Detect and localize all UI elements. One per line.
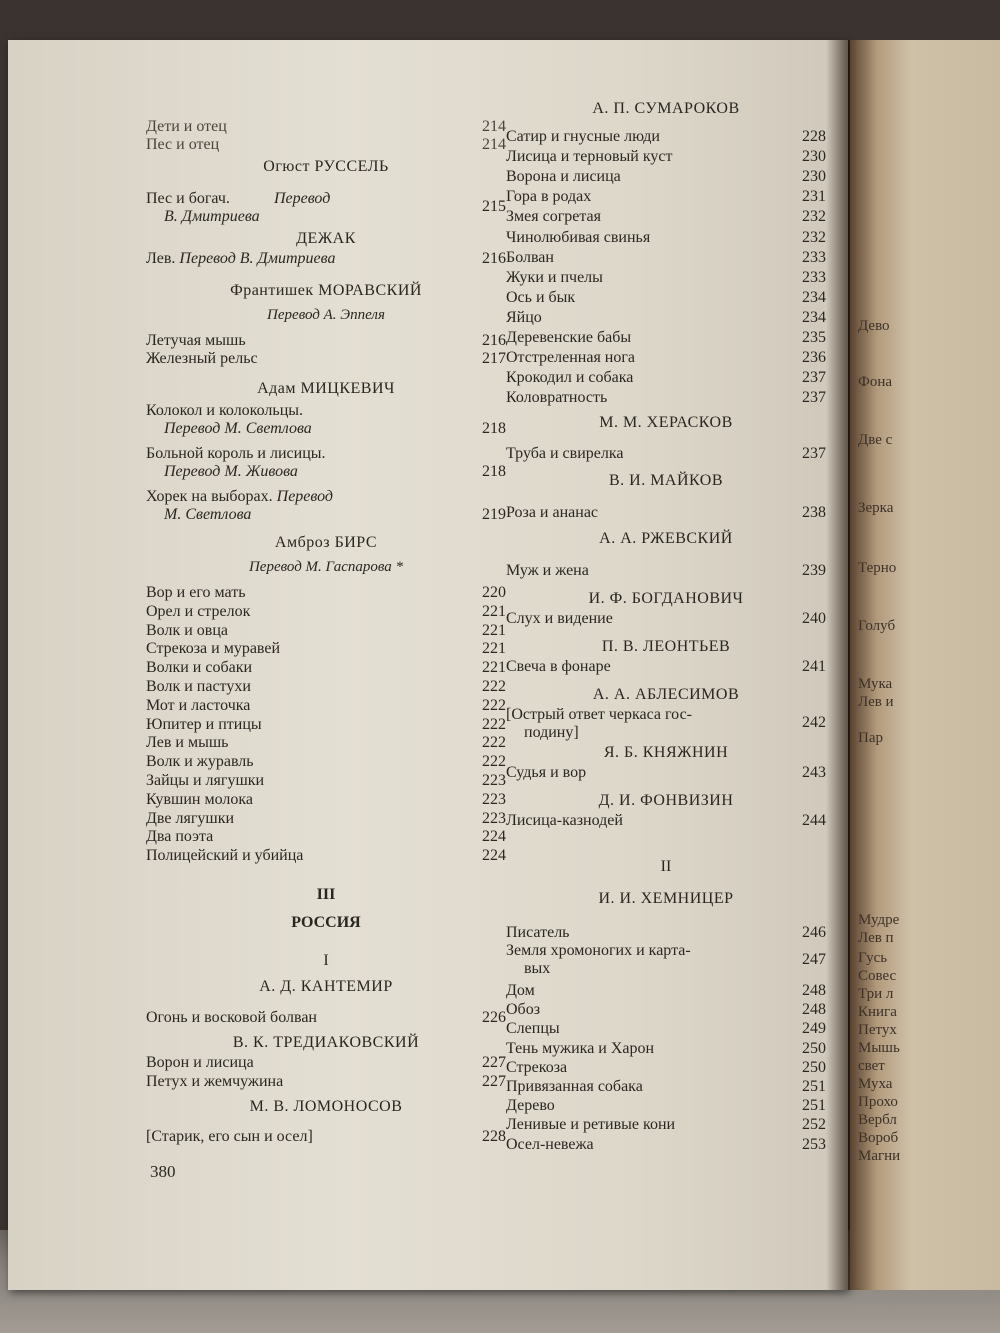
- toc-entry: [146, 136, 506, 154]
- entry-title: Сатир и гнусные люди: [506, 128, 660, 145]
- entry-title: [Острый ответ черкаса гос-: [506, 706, 692, 723]
- author-heading: А. П. СУМАРОКОВ: [592, 100, 740, 117]
- entry-title: Пес и богач.: [146, 190, 230, 207]
- entry-title: Волк и пастухи: [146, 678, 251, 695]
- entry-title: Стрекоза: [506, 1058, 568, 1076]
- entry-page: 224: [482, 847, 506, 865]
- translator-line: Перевод М. Гаспарова *: [248, 559, 404, 575]
- author-heading: Адам МИЦКЕВИЧ: [257, 380, 395, 397]
- entry-translator: Перевод: [276, 488, 334, 505]
- toc-entry: [506, 1059, 826, 1077]
- entry-page: 216: [482, 332, 506, 349]
- entry-page: 219: [482, 506, 506, 523]
- toc-entry: [506, 309, 826, 327]
- translator-line: Перевод А. Эппеля: [267, 307, 385, 323]
- entry-title: Свеча в фонаре: [506, 658, 611, 675]
- entry-page: 238: [802, 504, 826, 521]
- entry-title: Привязанная собака: [506, 1078, 643, 1095]
- toc-entry: [506, 389, 826, 407]
- toc-entry: [146, 697, 506, 715]
- entry-page: 242: [802, 714, 826, 731]
- entry-title: Дерево: [506, 1097, 555, 1115]
- entry-page: 234: [802, 308, 826, 326]
- entry-title: Вор и его мать: [146, 584, 246, 601]
- entry-page: 227: [482, 1073, 506, 1090]
- entry-page: 252: [802, 1116, 826, 1134]
- toc-entry: [146, 118, 506, 136]
- entry-translator: Перевод М. Светлова: [164, 420, 312, 437]
- toc-entry: [506, 812, 826, 830]
- entry-page: 248: [802, 1001, 826, 1019]
- toc-entry: [506, 764, 826, 782]
- entry-translator: В. Дмитриева: [164, 208, 260, 225]
- author-heading: ДЕЖАК: [296, 230, 356, 247]
- toc-entry: [506, 658, 826, 676]
- entry-title: Ворона и лисица: [506, 168, 621, 186]
- toc-entry: [146, 350, 506, 368]
- toc-entry: [146, 332, 506, 350]
- toc-entry: [146, 622, 506, 640]
- entry-page: 241: [802, 658, 826, 675]
- adjacent-page-fragment: Зерка: [858, 500, 894, 516]
- entry-title: Железный рельс: [146, 350, 258, 367]
- section-number: III: [316, 886, 336, 903]
- entry-page: 233: [802, 268, 826, 286]
- toc-entry: [506, 148, 826, 166]
- adjacent-page-fragment: Петух: [858, 1022, 897, 1038]
- adjacent-page-fragment: Мука: [858, 676, 893, 692]
- entry-page: 248: [802, 982, 826, 999]
- entry-title: Огонь и восковой болван: [146, 1009, 317, 1026]
- toc-entry: [506, 610, 826, 628]
- toc-entry: [506, 1001, 826, 1019]
- page-number: 380: [150, 1162, 176, 1181]
- adjacent-page-fragment: Лев и: [858, 694, 894, 710]
- author-heading: М. В. ЛОМОНОСОВ: [249, 1098, 403, 1115]
- entry-title: Дом: [506, 982, 535, 999]
- toc-entry: [506, 504, 826, 522]
- adjacent-page-fragment: Лев п: [858, 930, 894, 946]
- toc-entry: [506, 229, 826, 247]
- entry-page: 223: [482, 790, 506, 808]
- toc-entry: [506, 1020, 826, 1038]
- toc-entry: [146, 753, 506, 771]
- entry-page: 240: [802, 610, 826, 627]
- author-heading: И. И. ХЕМНИЦЕР: [598, 890, 734, 907]
- entry-title: Мот и ласточка: [146, 696, 251, 714]
- entry-title-continued: вых: [524, 960, 551, 977]
- author-heading: В. К. ТРЕДИАКОВСКИЙ: [232, 1034, 420, 1051]
- entry-title-continued: подину]: [524, 724, 579, 741]
- entry-page: 237: [802, 369, 826, 387]
- entry-page: 221: [482, 621, 506, 639]
- toc-entry: [506, 168, 826, 186]
- entry-title: Лисица и терновый куст: [506, 148, 673, 166]
- toc-entry: [146, 772, 506, 790]
- toc-entry: [146, 584, 506, 602]
- entry-page: 221: [482, 640, 506, 658]
- toc-entry: [506, 1097, 826, 1115]
- section-title: РОССИЯ: [291, 914, 361, 931]
- toc-entry: [506, 942, 826, 978]
- entry-title: Яйцо: [506, 308, 542, 326]
- entry-title: Жуки и пчелы: [506, 268, 603, 286]
- toc-entry: [146, 791, 506, 809]
- entry-page: 230: [802, 148, 826, 166]
- entry-title: Юпитер и птицы: [146, 715, 262, 733]
- entry-title: Обоз: [506, 1001, 541, 1019]
- author-heading: Я. Б. КНЯЖНИН: [603, 744, 729, 761]
- toc-entry: [506, 1040, 826, 1058]
- toc-entry: [146, 640, 506, 658]
- entry-title: Деревенские бабы: [506, 329, 632, 346]
- adjacent-page-fragment: Голуб: [858, 618, 896, 634]
- entry-page: 232: [802, 208, 826, 226]
- author-heading: А. А. АБЛЕСИМОВ: [592, 686, 740, 703]
- author-heading: И. Ф. БОГДАНОВИЧ: [588, 590, 744, 607]
- toc-entry: [146, 810, 506, 828]
- adjacent-page-fragment: Терно: [858, 560, 897, 576]
- entry-title: Ленивые и ретивые кони: [506, 1116, 676, 1134]
- entry-page: 250: [802, 1039, 826, 1057]
- entry-title: Муж и жена: [506, 562, 589, 579]
- author-heading: А. Д. КАНТЕМИР: [259, 978, 393, 995]
- entry-page: 220: [482, 584, 506, 601]
- toc-entry: [506, 289, 826, 307]
- toc-entry: [506, 208, 826, 226]
- toc-entry: [146, 734, 506, 752]
- entry-page: 253: [802, 1135, 826, 1153]
- adjacent-page-fragment: Гусь: [858, 950, 888, 966]
- entry-title: Кувшин молока: [146, 790, 253, 808]
- entry-title: Змея согретая: [506, 208, 602, 226]
- entry-title: Болван: [506, 248, 554, 266]
- adjacent-page-fragment: Фона: [858, 374, 893, 390]
- toc-entry: [506, 445, 826, 463]
- toc-entry: [506, 1116, 826, 1134]
- entry-page: 246: [802, 924, 826, 941]
- entry-page: 218: [482, 463, 506, 480]
- entry-page: 214: [482, 118, 506, 135]
- entry-title: Два поэта: [146, 828, 214, 846]
- adjacent-page-fragment: Муха: [858, 1076, 893, 1092]
- entry-translator: Перевод В. Дмитриева: [179, 250, 336, 267]
- entry-page: 250: [802, 1058, 826, 1076]
- entry-page: 243: [802, 764, 826, 781]
- toc-entry: [146, 678, 506, 696]
- entry-title: Чинолюбивая свинья: [506, 228, 651, 246]
- entry-title: Полицейский и убийца: [146, 847, 304, 865]
- entry-title: Ось и бык: [506, 288, 576, 306]
- toc-entry: [146, 402, 506, 438]
- entry-translator: Перевод М. Живова: [164, 463, 298, 480]
- adjacent-page-fragment: Совес: [858, 968, 897, 984]
- entry-page: 249: [802, 1020, 826, 1038]
- entry-page: 227: [482, 1054, 506, 1071]
- entry-title: Ворон и лисица: [146, 1054, 254, 1071]
- entry-title: Отстреленная нога: [506, 349, 636, 367]
- entry-title: Орел и стрелок: [146, 602, 251, 620]
- entry-page: 217: [482, 350, 506, 367]
- entry-page: 221: [482, 659, 506, 677]
- toc-entry: [506, 188, 826, 206]
- adjacent-page-fragment: Магни: [858, 1148, 901, 1164]
- entry-title: Хорек на выборах.: [146, 488, 273, 505]
- entry-page: 251: [802, 1078, 826, 1095]
- toc-entry: [146, 847, 506, 865]
- entry-page: 228: [482, 1128, 506, 1145]
- entry-page: 218: [482, 420, 506, 437]
- author-heading: А. А. РЖЕВСКИЙ: [599, 530, 733, 547]
- subsection-number: I: [323, 952, 329, 969]
- adjacent-page-fragment: Две с: [858, 432, 893, 448]
- entry-title: Две лягушки: [146, 809, 235, 827]
- entry-title: Крокодил и собака: [506, 369, 634, 387]
- entry-page: 223: [482, 809, 506, 827]
- entry-title: Петух и жемчужина: [146, 1073, 284, 1090]
- toc-entry: [506, 706, 826, 742]
- author-heading: Франтишек МОРАВСКИЙ: [230, 282, 422, 299]
- adjacent-page-fragment: Пар: [858, 730, 883, 746]
- entry-title: Пес и отец: [146, 136, 220, 153]
- entry-page: 230: [802, 168, 826, 186]
- author-heading: Д. И. ФОНВИЗИН: [598, 792, 734, 809]
- toc-entry: [146, 445, 506, 481]
- entry-title: Судья и вор: [506, 764, 587, 781]
- entry-page: 237: [802, 445, 826, 462]
- entry-page: 216: [482, 250, 506, 267]
- author-heading: Амброз БИРС: [274, 534, 378, 551]
- entry-title: Земля хромоногих и карта-: [506, 942, 691, 959]
- toc-entry: [506, 349, 826, 367]
- entry-title: Стрекоза и муравей: [146, 640, 281, 658]
- entry-page: 215: [482, 198, 506, 215]
- entry-page: 223: [482, 772, 506, 789]
- entry-page: 224: [482, 828, 506, 846]
- toc-entry: [506, 369, 826, 387]
- adjacent-page-fragment: свет: [858, 1058, 885, 1074]
- toc-entry: [506, 982, 826, 1000]
- toc-entry: [506, 1078, 826, 1096]
- entry-title: Труба и свирелка: [506, 445, 624, 462]
- entry-title: Коловратность: [506, 389, 608, 407]
- section-number: II: [660, 858, 672, 875]
- author-heading: М. М. ХЕРАСКОВ: [599, 414, 733, 431]
- adjacent-page-fragment: Вороб: [858, 1130, 899, 1146]
- entry-title: Роза и ананас: [506, 504, 599, 521]
- entry-title: Больной король и лисицы.: [146, 445, 326, 462]
- entry-title: Летучая мышь: [146, 332, 246, 349]
- toc-entry: [146, 1128, 506, 1146]
- author-heading: П. В. ЛЕОНТЬЕВ: [601, 638, 731, 655]
- toc-entry: [506, 269, 826, 287]
- entry-page: 237: [802, 389, 826, 407]
- entry-title: Зайцы и лягушки: [146, 772, 265, 789]
- adjacent-page-fragment: Прохо: [858, 1094, 898, 1110]
- entry-title: Волк и журавль: [146, 753, 254, 771]
- entry-title: Тень мужика и Харон: [506, 1039, 655, 1057]
- entry-title: Слух и видение: [506, 610, 613, 627]
- toc-entry: [506, 128, 826, 146]
- adjacent-page-fragment: Мышь: [858, 1040, 900, 1056]
- entry-translator: М. Светлова: [164, 506, 252, 523]
- toc-entry: [146, 488, 506, 524]
- entry-page: 251: [802, 1097, 826, 1115]
- entry-title: Слепцы: [506, 1020, 560, 1038]
- entry-page: 222: [482, 696, 506, 714]
- adjacent-page-fragment: Дево: [858, 318, 890, 334]
- entry-title: Колокол и колокольцы.: [146, 402, 304, 419]
- adjacent-page-edge: [850, 40, 1000, 1290]
- book-page: [8, 40, 848, 1290]
- author-heading: Огюст РУССЕЛЬ: [263, 158, 389, 175]
- adjacent-page-fragment: Вербл: [858, 1112, 897, 1128]
- toc-entry: [146, 1054, 506, 1072]
- toc-entry: [146, 828, 506, 846]
- toc-entry: [146, 716, 506, 734]
- toc-entry: [146, 250, 506, 268]
- entry-page: 239: [802, 562, 826, 579]
- entry-title: Лисица-казнодей: [506, 812, 623, 829]
- entry-title: Волк и овца: [146, 621, 228, 639]
- toc-entry: [146, 603, 506, 621]
- entry-page: 222: [482, 678, 506, 695]
- entry-page: 232: [802, 228, 826, 246]
- adjacent-page-fragment: Книга: [858, 1004, 897, 1020]
- adjacent-page-fragment: Три л: [858, 986, 894, 1002]
- toc-entry: [146, 190, 506, 226]
- toc-entry: [506, 1136, 826, 1154]
- entry-page: 222: [482, 734, 506, 752]
- entry-page: 222: [482, 753, 506, 771]
- entry-title: [Старик, его сын и осел]: [146, 1128, 313, 1145]
- entry-page: 231: [802, 188, 826, 206]
- entry-title: Лев и мышь: [146, 734, 229, 752]
- entry-page: 236: [802, 349, 826, 367]
- entry-title: Лев.: [146, 250, 176, 267]
- entry-title: Осел-невежа: [506, 1135, 594, 1153]
- entry-page: 228: [802, 128, 826, 145]
- entry-title: Писатель: [506, 924, 570, 941]
- entry-translator: Перевод: [273, 190, 331, 207]
- entry-title: Волки и собаки: [146, 659, 253, 677]
- toc-entry: [146, 1009, 506, 1027]
- toc-entry: [506, 329, 826, 347]
- toc-entry: [506, 562, 826, 580]
- toc-entry: [506, 924, 826, 942]
- adjacent-page-fragment: Мудре: [858, 912, 900, 928]
- entry-page: 221: [482, 602, 506, 620]
- toc-entry: [506, 249, 826, 267]
- entry-page: 214: [482, 136, 506, 153]
- entry-title: Гора в родах: [506, 188, 592, 206]
- entry-page: 235: [802, 329, 826, 346]
- entry-title: Дети и отец: [146, 118, 227, 135]
- entry-page: 234: [802, 288, 826, 306]
- author-heading: В. И. МАЙКОВ: [608, 472, 724, 489]
- entry-page: 247: [802, 951, 826, 968]
- toc-entry: [146, 659, 506, 677]
- entry-page: 222: [482, 715, 506, 733]
- toc-entry: [146, 1073, 506, 1091]
- entry-page: 226: [482, 1009, 506, 1026]
- entry-page: 244: [802, 812, 826, 829]
- entry-page: 233: [802, 248, 826, 266]
